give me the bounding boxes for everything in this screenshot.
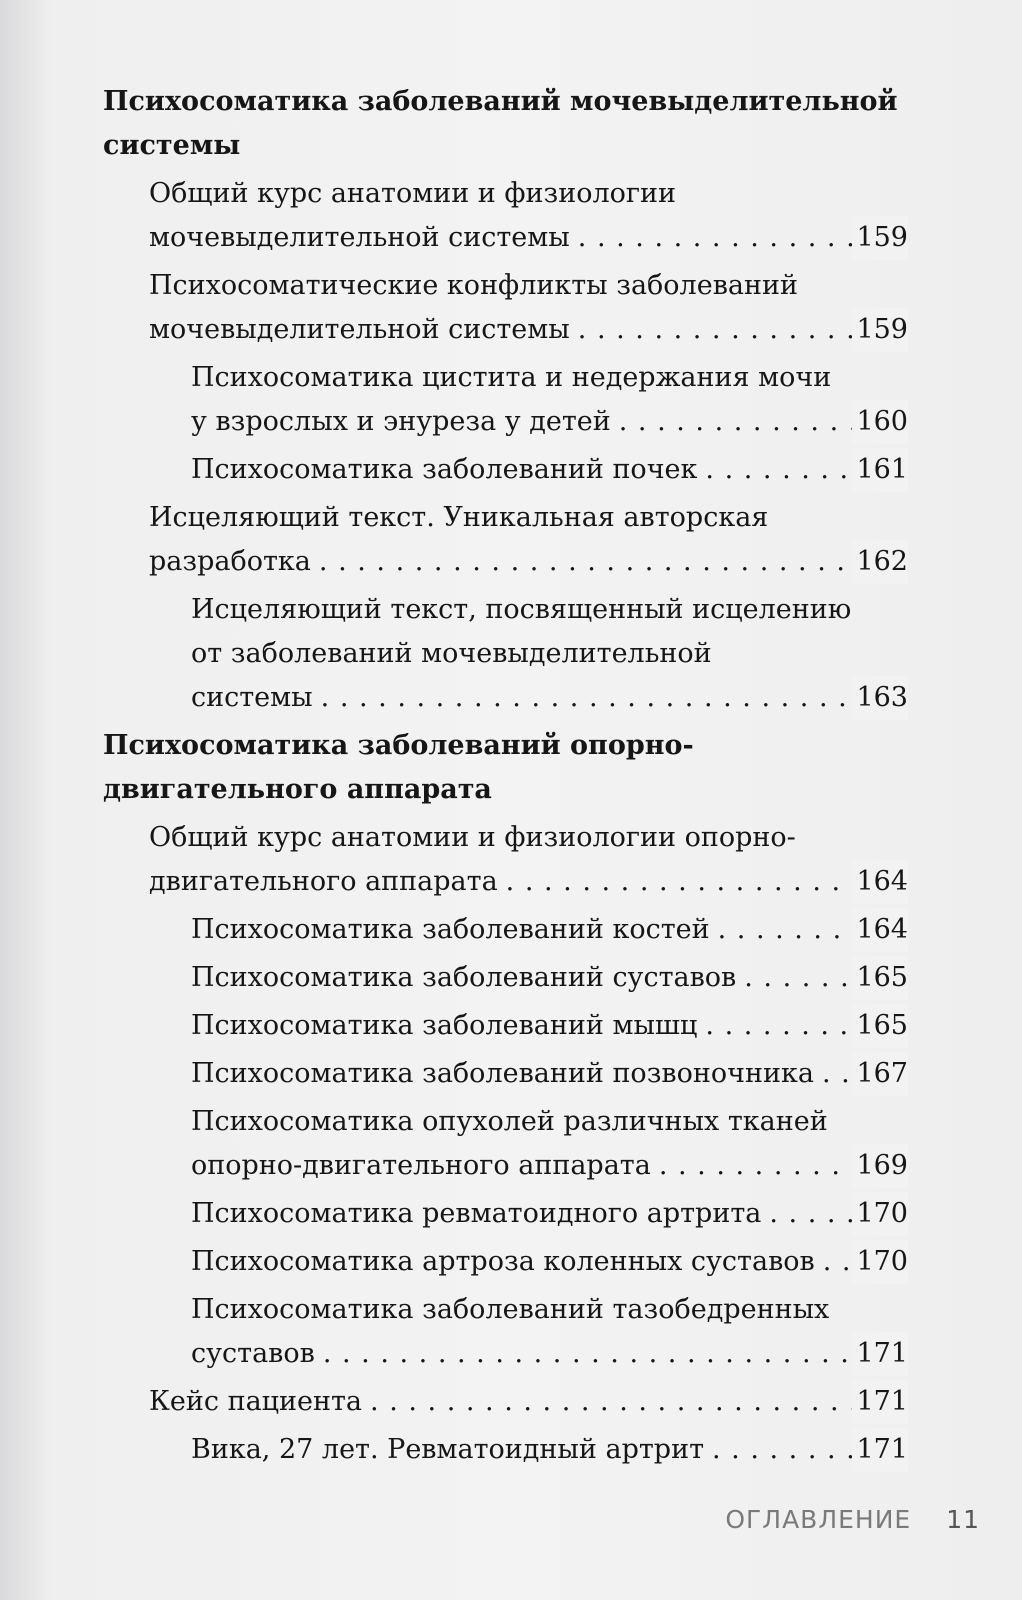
- toc-entry-text: системы . . .: [191, 676, 908, 720]
- toc-entry-text: Психосоматика заболеваний почек . . .: [191, 448, 908, 492]
- toc-page-number: 167: [852, 1052, 908, 1096]
- toc-entry[interactable]: [103, 1288, 908, 1376]
- toc-entry-text: Психосоматика заболеваний мышц . . .: [191, 1004, 908, 1048]
- toc-entry[interactable]: [103, 1100, 908, 1188]
- section-heading-line: системы: [103, 130, 241, 161]
- toc-entry-text: Психосоматика цистита и недержания мочи: [191, 362, 832, 393]
- toc-entry[interactable]: [103, 1004, 908, 1048]
- toc-entry-text: Психосоматика опухолей различных тканей: [191, 1106, 828, 1137]
- toc-entry[interactable]: [103, 1192, 908, 1236]
- toc-page-number: 169: [852, 1144, 908, 1188]
- toc-page-number: 165: [852, 1004, 908, 1048]
- toc-page-number: 164: [852, 908, 908, 952]
- toc-entry-text: мочевыделительной системы . . .: [149, 216, 908, 260]
- toc-page-number: 165: [852, 956, 908, 1000]
- running-footer: [725, 1505, 980, 1534]
- toc-entry-text: Психосоматика заболеваний костей . . .: [191, 908, 908, 952]
- section-heading-line: Психосоматика заболеваний мочевыделительной: [103, 86, 898, 117]
- section-heading-line: Психосоматика заболеваний опорно-: [103, 730, 694, 761]
- toc-page-number: 170: [852, 1240, 908, 1284]
- toc-page-number: 159: [852, 216, 908, 260]
- toc-entry-text: Психосоматика заболеваний суставов . . .: [191, 956, 908, 1000]
- toc-entry-text: мочевыделительной системы . . .: [149, 308, 908, 352]
- toc-page-number: 171: [852, 1428, 908, 1472]
- section-heading-line: двигательного аппарата: [103, 774, 492, 805]
- toc-entry-text: опорно-двигательного аппарата . . .: [191, 1144, 908, 1188]
- toc-entry[interactable]: [103, 956, 908, 1000]
- toc-entry[interactable]: [103, 816, 908, 904]
- section-heading: [103, 80, 908, 168]
- page-number: 11: [946, 1505, 980, 1534]
- toc-entry[interactable]: [103, 172, 908, 260]
- toc-entry[interactable]: [103, 1052, 908, 1096]
- running-title: ОГЛАВЛЕНИЕ: [725, 1505, 912, 1534]
- toc-page-number: 171: [852, 1332, 908, 1376]
- toc-entry-text: Кейс пациента . . .: [149, 1380, 908, 1424]
- section-heading: [103, 724, 908, 812]
- toc-entry-text: двигательного аппарата . . .: [149, 860, 908, 904]
- toc-entry[interactable]: [103, 448, 908, 492]
- toc-entry[interactable]: [103, 1240, 908, 1284]
- toc-entry-text: Общий курс анатомии и физиологии: [149, 178, 677, 209]
- toc-entry[interactable]: [103, 496, 908, 584]
- toc-entry-text: суставов . . .: [191, 1332, 908, 1376]
- toc-entry[interactable]: [103, 264, 908, 352]
- toc-entry-text: Психосоматика ревматоидного артрита . . .: [191, 1192, 908, 1236]
- toc-entry-text: Вика, 27 лет. Ревматоидный артрит . . .: [191, 1428, 908, 1472]
- toc-entry-text: Общий курс анатомии и физиологии опорно-: [149, 822, 796, 853]
- toc-entry-text: Психосоматические конфликты заболеваний: [149, 270, 798, 301]
- toc-entry[interactable]: [103, 1428, 908, 1472]
- toc-entry-text: Психосоматика артроза коленных суставов . . .: [191, 1240, 908, 1284]
- toc-entry-text: Исцеляющий текст, посвященный исцелению: [191, 594, 852, 625]
- toc-entry[interactable]: [103, 1380, 908, 1424]
- table-of-contents: [103, 80, 908, 1472]
- toc-page-number: 159: [852, 308, 908, 352]
- toc-entry-text: Психосоматика заболеваний тазобедренных: [191, 1294, 830, 1325]
- toc-entry-text: разработка . . .: [149, 540, 908, 584]
- toc-entry[interactable]: [103, 588, 908, 720]
- toc-entry[interactable]: [103, 356, 908, 444]
- toc-entry-text: от заболеваний мочевыделительной: [191, 638, 712, 669]
- toc-page-number: 162: [852, 540, 908, 584]
- toc-entry[interactable]: [103, 908, 908, 952]
- toc-page-number: 160: [852, 400, 908, 444]
- toc-page-number: 171: [852, 1380, 908, 1424]
- toc-page-number: 164: [852, 860, 908, 904]
- toc-page-number: 161: [852, 448, 908, 492]
- toc-entry-text: Исцеляющий текст. Уникальная авторская: [149, 502, 769, 533]
- toc-entry-text: у взрослых и энуреза у детей . . .: [191, 400, 908, 444]
- toc-page-number: 163: [852, 676, 908, 720]
- toc-page-number: 170: [852, 1192, 908, 1236]
- toc-entry-text: Психосоматика заболеваний позвоночника . . .: [191, 1052, 908, 1096]
